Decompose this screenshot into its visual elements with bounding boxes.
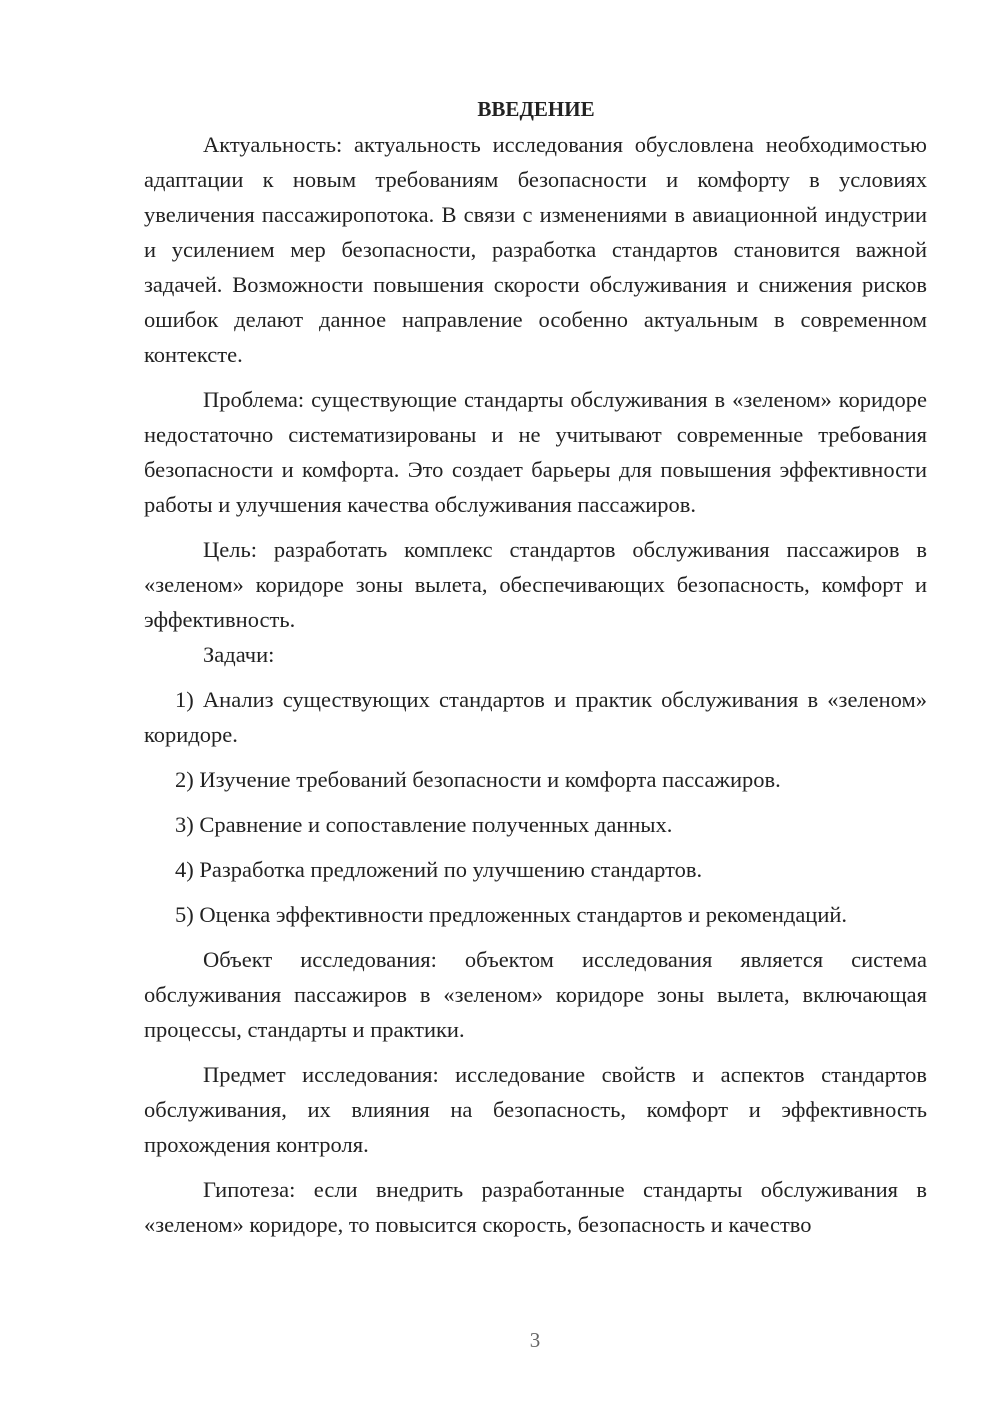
paragraph-problem: Проблема: существующие стандарты обслуживания в «зеленом» коридоре недостаточно систематизированы и не учитывают современные требования безопасности и комфорта. Это создает барьеры для повышения эффективности работы и улучшения качества обслуживания пассажиров. (144, 387, 927, 517)
task-item-4: 4) Разработка предложений по улучшению стандартов. (175, 857, 703, 882)
task-item-2: 2) Изучение требований безопасности и комфорта пассажиров. (175, 767, 781, 792)
task-item-1: 1) Анализ существующих стандартов и практик обслуживания в «зеленом» коридоре. (144, 687, 927, 747)
paragraph-object: Объект исследования: объектом исследования является система обслуживания пассажиров в «зеленом» коридоре зоны вылета, включающая процессы, стандарты и практики. (144, 947, 927, 1042)
page-number: 3 (529, 1328, 541, 1352)
page-content (144, 92, 927, 1242)
tasks-label: Задачи: (203, 642, 275, 667)
task-item-5: 5) Оценка эффективности предложенных стандартов и рекомендаций. (175, 902, 848, 927)
paragraph-goal: Цель: разработать комплекс стандартов обслуживания пассажиров в «зеленом» коридоре зоны вылета, обеспечивающих безопасность, комфорт и эффективность. (144, 537, 927, 632)
section-title: ВВЕДЕНИЕ (477, 97, 595, 121)
paragraph-subject: Предмет исследования: исследование свойств и аспектов стандартов обслуживания, их влияния на безопасность, комфорт и эффективность прохождения контроля. (144, 1062, 927, 1157)
paragraph-relevance: Актуальность: актуальность исследования обусловлена необходимостью адаптации к новым требованиям безопасности и комфорту в условиях увеличения пассажиропотока. В связи с изменениями в авиационной индустрии и усилением мер безопасности, разработка стандартов становится важной задачей. Возможности повышения скорости обслуживания и снижения рисков ошибок делают данное направление особенно актуальным в современном контексте. (144, 132, 927, 367)
task-item-3: 3) Сравнение и сопоставление полученных данных. (175, 812, 673, 837)
paragraph-hypothesis: Гипотеза: если внедрить разработанные стандарты обслуживания в «зеленом» коридоре, то повысится скорость, безопасность и качество (144, 1177, 927, 1237)
